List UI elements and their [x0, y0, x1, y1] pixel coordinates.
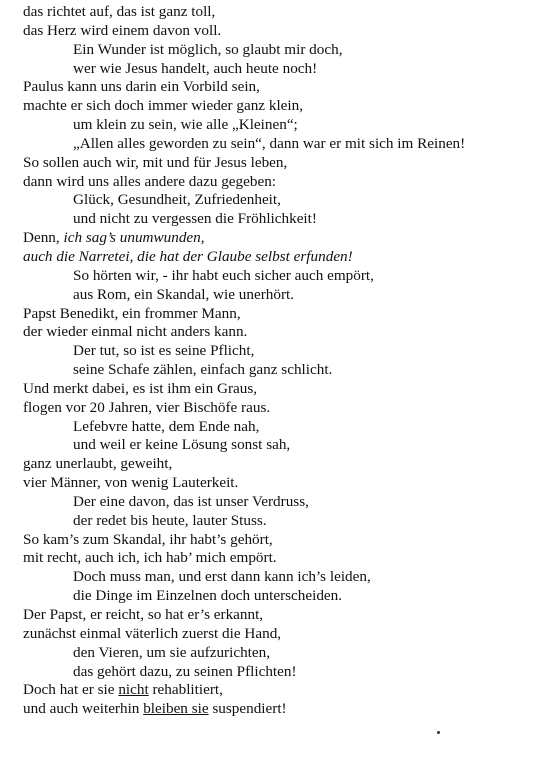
- line-text: machte er sich doch immer wieder ganz klein,: [23, 97, 304, 115]
- poem-line: [23, 455, 543, 474]
- poem-line: [23, 191, 543, 210]
- line-text: suspendiert!: [208, 700, 287, 718]
- poem-line: [23, 154, 543, 173]
- poem-line: [23, 342, 543, 361]
- poem-line: [23, 625, 543, 644]
- line-text: und weil er keine Lösung sonst sah,: [73, 436, 291, 454]
- poem-line: [23, 60, 543, 79]
- poem-line: [23, 248, 543, 267]
- line-text: das Herz wird einem davon voll.: [23, 21, 222, 39]
- line-text: das gehört dazu, zu seinen Pflichten!: [73, 662, 297, 680]
- poem-line: [23, 587, 543, 606]
- poem-line: [23, 323, 543, 342]
- underlined-text: bleiben sie: [143, 700, 209, 718]
- line-text: Ein Wunder ist möglich, so glaubt mir doch,: [73, 40, 343, 58]
- line-text: „Allen alles geworden zu sein“, dann war er mit sich im Reinen!: [73, 134, 466, 152]
- poem-line: [23, 700, 543, 719]
- poem-line: [23, 135, 543, 154]
- underlined-text: nicht: [118, 681, 149, 699]
- poem-line: [23, 606, 543, 625]
- line-text: und nicht zu vergessen die Fröhlichkeit!: [73, 210, 317, 228]
- poem-line: [23, 399, 543, 418]
- line-text: Glück, Gesundheit, Zufriedenheit,: [73, 191, 281, 209]
- poem-line: [23, 78, 543, 97]
- poem-line: [23, 531, 543, 550]
- poem-line: [23, 663, 543, 682]
- line-text: Denn,: [23, 229, 64, 247]
- line-text: mit recht, auch ich, ich hab’ mich empört.: [23, 549, 277, 567]
- line-text: Lefebvre hatte, dem Ende nah,: [73, 417, 260, 435]
- poem-line: [23, 418, 543, 437]
- line-text: ganz unerlaubt, geweiht,: [23, 455, 173, 473]
- line-text: flogen vor 20 Jahren, vier Bischöfe raus.: [23, 398, 271, 416]
- poem-line: [23, 436, 543, 455]
- poem-line: [23, 229, 543, 248]
- line-text: Paulus kann uns darin ein Vorbild sein,: [23, 78, 260, 96]
- line-text: der wieder einmal nicht anders kann.: [23, 323, 248, 341]
- line-text: So sollen auch wir, mit und für Jesus leben,: [23, 153, 288, 171]
- poem-line: [23, 681, 543, 700]
- poem-line: [23, 493, 543, 512]
- line-text: Und merkt dabei, es ist ihm ein Graus,: [23, 379, 258, 397]
- poem-line: [23, 267, 543, 286]
- poem-line: [23, 568, 543, 587]
- poem-line: [23, 361, 543, 380]
- poem-line: [23, 512, 543, 531]
- line-text: den Vieren, um sie aufzurichten,: [73, 643, 271, 661]
- line-text: Der Papst, er reicht, so hat er’s erkannt,: [23, 606, 264, 623]
- poem-line: [23, 305, 543, 324]
- poem-line: [23, 41, 543, 60]
- scan-speck: [437, 731, 440, 734]
- line-text: zunächst einmal väterlich zuerst die Hand,: [23, 624, 282, 642]
- italic-text: auch die Narretei, die hat der Glaube selbst erfunden!: [23, 247, 353, 265]
- line-text: und auch weiterhin: [23, 700, 144, 718]
- poem-line: [23, 173, 543, 192]
- line-text: wer wie Jesus handelt, auch heute noch!: [73, 59, 318, 77]
- line-text: um klein zu sein, wie alle „Kleinen“;: [73, 116, 298, 134]
- poem-line: [23, 286, 543, 305]
- line-text: Papst Benedikt, ein frommer Mann,: [23, 304, 241, 322]
- line-text: rehablitiert,: [148, 681, 223, 699]
- poem-line: [23, 380, 543, 399]
- line-text: vier Männer, von wenig Lauterkeit.: [23, 474, 239, 492]
- line-text: die Dinge im Einzelnen doch unterscheiden.: [73, 587, 343, 605]
- line-text: der redet bis heute, lauter Stuss.: [73, 511, 267, 529]
- poem-line: [23, 210, 543, 229]
- line-text: aus Rom, ein Skandal, wie unerhört.: [73, 285, 295, 303]
- line-text: Der eine davon, das ist unser Verdruss,: [73, 492, 309, 510]
- line-text: Doch muss man, und erst dann kann ich’s leiden,: [73, 568, 371, 586]
- line-text: Doch hat er sie: [23, 681, 119, 699]
- poem-line: [23, 644, 543, 663]
- line-text: So hörten wir, - ihr habt euch sicher auch empört,: [73, 266, 374, 284]
- italic-text: ich sag’s unumwunden,: [63, 229, 205, 247]
- poem-line: [23, 97, 543, 116]
- line-text: dann wird uns alles andere dazu gegeben:: [23, 172, 277, 190]
- line-text: So kam’s zum Skandal, ihr habt’s gehört,: [23, 530, 273, 548]
- poem-line: [23, 3, 543, 22]
- poem-line: [23, 116, 543, 135]
- poem-line: [23, 22, 543, 41]
- poem-line: [23, 549, 543, 568]
- line-text: Der tut, so ist es seine Pflicht,: [73, 342, 255, 360]
- line-text: das richtet auf, das ist ganz toll,: [23, 3, 216, 20]
- line-text: seine Schafe zählen, einfach ganz schlicht.: [73, 361, 333, 379]
- poem-text: [23, 3, 543, 719]
- poem-line: [23, 474, 543, 493]
